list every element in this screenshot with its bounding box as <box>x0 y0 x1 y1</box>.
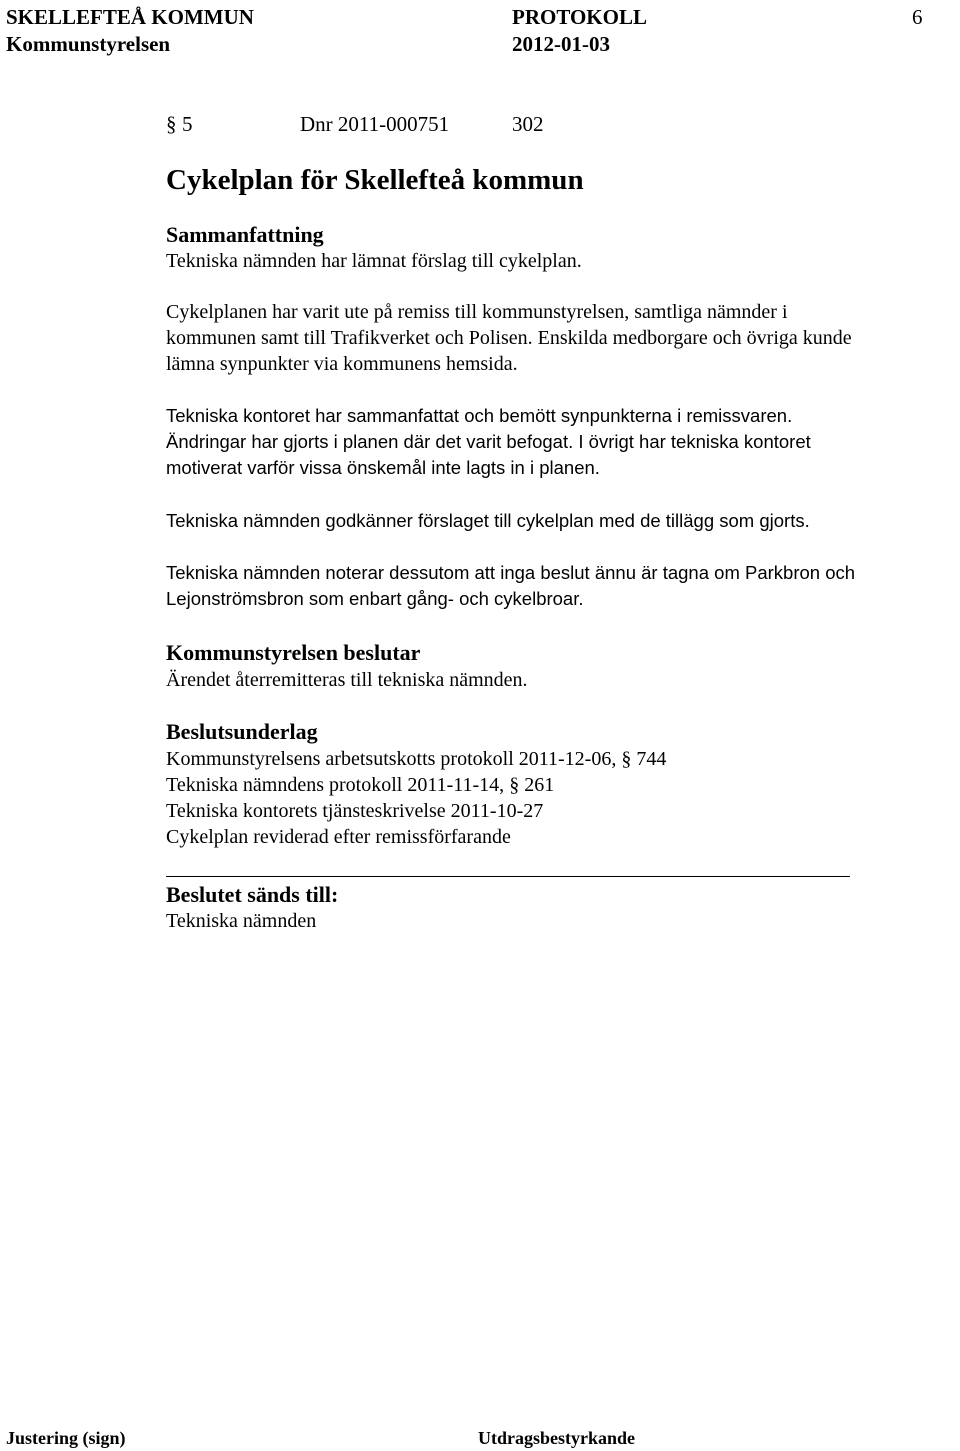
summary-para3 <box>166 403 946 481</box>
basis-item <box>166 772 554 798</box>
basis-item-text: Kommunstyrelsens arbetsutskotts protokoll 2011-12-06, <box>166 748 617 770</box>
section-number: 5 <box>182 112 193 136</box>
sent-to-recipient: Tekniska nämnden <box>166 910 317 932</box>
summary-para2-line: kommunen samt till Trafikverket och Polisen. Enskilda medborgare och övriga kunde <box>166 327 852 349</box>
basis-item-number: 744 <box>636 748 667 770</box>
decision-heading: Kommunstyrelsen beslutar <box>166 640 421 665</box>
summary-para5-line: Tekniska nämnden noterar dessutom att inga beslut ännu är tagna om Parkbron och <box>166 562 856 583</box>
header-body: Kommunstyrelsen <box>6 32 171 56</box>
summary-para2-line: lämna synpunkter via kommunens hemsida. <box>166 353 518 375</box>
footer-justering: Justering (sign) <box>6 1428 126 1448</box>
summary-heading: Sammanfattning <box>166 222 324 247</box>
paragraph-symbol: § <box>166 112 177 136</box>
summary-para3-line: motiverat varför vissa önskemål inte lagts in i planen. <box>166 457 600 478</box>
summary-line1: Tekniska nämnden har lämnat förslag till cykelplan. <box>166 250 582 272</box>
summary-para3-line: Ändringar har gjorts i planen där det varit befogat. I övrigt har tekniska kontoret <box>166 431 811 452</box>
paragraph-symbol: § <box>509 774 520 796</box>
section-code: 302 <box>512 112 544 136</box>
basis-item-text: Tekniska nämndens protokoll 2011-11-14, <box>166 774 505 796</box>
header-doc-type: PROTOKOLL <box>512 5 647 29</box>
basis-item: Tekniska kontorets tjänsteskrivelse 2011-10-27 <box>166 800 544 822</box>
diary-number: Dnr 2011-000751 <box>300 112 450 136</box>
header-date: 2012-01-03 <box>512 32 610 56</box>
summary-para5-line: Lejonströmsbron som enbart gång- och cykelbroar. <box>166 588 584 609</box>
decision-text: Ärendet återremitteras till tekniska nämnden. <box>166 669 528 691</box>
basis-item <box>166 746 666 772</box>
basis-item-number: 261 <box>524 774 555 796</box>
summary-para2 <box>166 299 946 377</box>
sent-to-heading: Beslutet sänds till: <box>166 882 339 907</box>
page-title: Cykelplan för Skellefteå kommun <box>166 164 584 196</box>
summary-para5 <box>166 560 946 612</box>
summary-para4: Tekniska nämnden godkänner förslaget till cykelplan med de tillägg som gjorts. <box>166 510 810 531</box>
summary-para2-line: Cykelplanen har varit ute på remiss till kommunstyrelsen, samtliga nämnder i <box>166 301 788 323</box>
basis-heading: Beslutsunderlag <box>166 719 318 744</box>
divider <box>166 876 850 877</box>
summary-para3-line: Tekniska kontoret har sammanfattat och bemött synpunkterna i remissvaren. <box>166 405 793 426</box>
page-number: 6 <box>912 5 923 29</box>
header-org: SKELLEFTEÅ KOMMUN <box>6 5 254 29</box>
basis-item: Cykelplan reviderad efter remissförfarande <box>166 826 511 848</box>
footer-utdrag: Utdragsbestyrkande <box>478 1428 636 1448</box>
paragraph-symbol: § <box>621 748 632 770</box>
